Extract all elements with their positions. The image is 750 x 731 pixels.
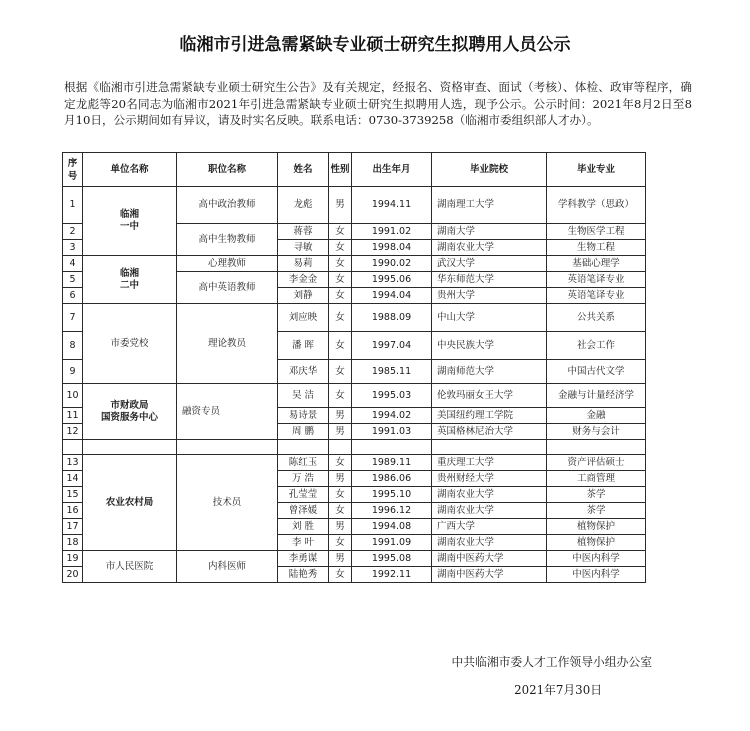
cell-name: 蒋蓉: [278, 224, 329, 240]
cell-birth: 1994.04: [352, 288, 432, 304]
signature: 中共临湘市委人才工作领导小组办公室: [451, 655, 652, 669]
cell-gender: 女: [329, 272, 352, 288]
cell-seq: 7: [63, 304, 83, 332]
empty-cell: [278, 440, 329, 455]
cell-school: 广西大学: [432, 519, 547, 535]
cell-position: 高中生物教师: [177, 224, 278, 256]
unit-name-line-2: 二中: [119, 279, 139, 291]
header-gender: 性别: [329, 153, 352, 187]
cell-unit: [83, 256, 177, 304]
cell-seq: 1: [63, 187, 83, 224]
cell-major: 中医内科学: [547, 551, 646, 567]
table-row: [63, 455, 646, 471]
empty-cell: [63, 440, 83, 455]
cell-school: 武汉大学: [432, 256, 547, 272]
table-row: [63, 256, 646, 272]
cell-birth: 1994.08: [352, 519, 432, 535]
cell-gender: 女: [329, 360, 352, 384]
empty-cell: [352, 440, 432, 455]
cell-seq: 10: [63, 384, 83, 408]
cell-birth: 1991.09: [352, 535, 432, 551]
cell-seq: 15: [63, 487, 83, 503]
cell-birth: 1995.06: [352, 272, 432, 288]
cell-gender: 女: [329, 224, 352, 240]
cell-major: 英语笔译专业: [547, 288, 646, 304]
cell-birth: 1986.06: [352, 471, 432, 487]
cell-major: 金融: [547, 408, 646, 424]
cell-school: 英国格林尼治大学: [432, 424, 547, 440]
cell-name: 曾泽媛: [278, 503, 329, 519]
header-birth: 出生年月: [352, 153, 432, 187]
empty-cell: [83, 440, 177, 455]
cell-name: 刘应映: [278, 304, 329, 332]
cell-major: 茶学: [547, 487, 646, 503]
cell-name: 潘 晖: [278, 332, 329, 360]
cell-school: 湖南农业大学: [432, 503, 547, 519]
cell-name: 龙彪: [278, 187, 329, 224]
header-school: 毕业院校: [432, 153, 547, 187]
cell-school: 湖南理工大学: [432, 187, 547, 224]
cell-school: 重庆理工大学: [432, 455, 547, 471]
cell-birth: 1995.10: [352, 487, 432, 503]
cell-position: 内科医师: [177, 551, 278, 583]
cell-school: 贵州财经大学: [432, 471, 547, 487]
cell-major: 英语笔译专业: [547, 272, 646, 288]
cell-school: 湖南师范大学: [432, 360, 547, 384]
cell-unit: [83, 384, 177, 440]
cell-school: 湖南农业大学: [432, 487, 547, 503]
cell-major: 工商管理: [547, 471, 646, 487]
cell-name: 邓庆华: [278, 360, 329, 384]
cell-gender: 女: [329, 288, 352, 304]
cell-gender: 女: [329, 304, 352, 332]
cell-unit: [83, 187, 177, 256]
cell-major: 植物保护: [547, 535, 646, 551]
cell-seq: 12: [63, 424, 83, 440]
cell-seq: 8: [63, 332, 83, 360]
cell-seq: 3: [63, 240, 83, 256]
cell-seq: 14: [63, 471, 83, 487]
cell-school: 华东师范大学: [432, 272, 547, 288]
table-row: [63, 187, 646, 224]
cell-major: 公共关系: [547, 304, 646, 332]
cell-birth: 1991.03: [352, 424, 432, 440]
cell-major: 茶学: [547, 503, 646, 519]
cell-gender: 男: [329, 408, 352, 424]
cell-gender: 男: [329, 424, 352, 440]
cell-unit: 农业农村局: [83, 455, 177, 551]
unit-name-line-1: 临湘: [119, 267, 139, 279]
cell-seq: 9: [63, 360, 83, 384]
cell-position: 理论教员: [177, 304, 278, 384]
cell-name: 李勇谋: [278, 551, 329, 567]
cell-birth: 1989.11: [352, 455, 432, 471]
cell-gender: 女: [329, 240, 352, 256]
cell-gender: 女: [329, 535, 352, 551]
unit-name-line-2: 国资服务中心: [100, 411, 158, 423]
cell-major: 中医内科学: [547, 567, 646, 583]
page-title: 临湘市引进急需紧缺专业硕士研究生拟聘用人员公示: [179, 35, 571, 55]
cell-name: 李 叶: [278, 535, 329, 551]
cell-position: 高中政治教师: [177, 187, 278, 224]
cell-name: 刘静: [278, 288, 329, 304]
empty-cell: [547, 440, 646, 455]
cell-seq: 18: [63, 535, 83, 551]
candidate-table: [62, 152, 646, 583]
unit-name-line-1: 临湘: [119, 209, 139, 220]
cell-seq: 4: [63, 256, 83, 272]
cell-position: 融资专员: [177, 384, 278, 440]
cell-name: 陆艳秀: [278, 567, 329, 583]
header-major: 毕业专业: [547, 153, 646, 187]
empty-cell: [177, 440, 278, 455]
cell-school: 湖南中医药大学: [432, 551, 547, 567]
cell-seq: 11: [63, 408, 83, 424]
cell-major: 生物工程: [547, 240, 646, 256]
cell-school: 湖南农业大学: [432, 240, 547, 256]
cell-major: 植物保护: [547, 519, 646, 535]
table-row: [63, 551, 646, 567]
issue-date: 2021年7月30日: [514, 683, 602, 697]
cell-name: 易诗景: [278, 408, 329, 424]
cell-seq: 17: [63, 519, 83, 535]
cell-birth: 1991.02: [352, 224, 432, 240]
cell-gender: 女: [329, 256, 352, 272]
cell-unit: 市人民医院: [83, 551, 177, 583]
header-name: 姓名: [278, 153, 329, 187]
cell-name: 易莉: [278, 256, 329, 272]
cell-gender: 女: [329, 455, 352, 471]
header-unit: 单位名称: [83, 153, 177, 187]
empty-cell: [432, 440, 547, 455]
cell-seq: 16: [63, 503, 83, 519]
cell-seq: 2: [63, 224, 83, 240]
cell-position: 高中英语教师: [177, 272, 278, 304]
unit-name-line-1: 市财政局: [110, 399, 149, 411]
cell-seq: 19: [63, 551, 83, 567]
cell-school: 中央民族大学: [432, 332, 547, 360]
cell-major: 生物医学工程: [547, 224, 646, 240]
cell-birth: 1995.03: [352, 384, 432, 408]
cell-school: 美国纽约理工学院: [432, 408, 547, 424]
cell-name: 周 鹏: [278, 424, 329, 440]
cell-gender: 男: [329, 471, 352, 487]
cell-position: 技术员: [177, 455, 278, 551]
cell-gender: 女: [329, 503, 352, 519]
cell-school: 湖南中医药大学: [432, 567, 547, 583]
cell-major: 社会工作: [547, 332, 646, 360]
cell-birth: 1985.11: [352, 360, 432, 384]
cell-name: 李金金: [278, 272, 329, 288]
cell-birth: 1988.09: [352, 304, 432, 332]
cell-major: 学科教学（思政）: [547, 187, 646, 224]
cell-name: 寻敏: [278, 240, 329, 256]
cell-school: 湖南大学: [432, 224, 547, 240]
cell-birth: 1998.04: [352, 240, 432, 256]
cell-gender: 女: [329, 487, 352, 503]
cell-school: 伦敦玛丽女王大学: [432, 384, 547, 408]
cell-gender: 男: [329, 187, 352, 224]
cell-gender: 女: [329, 567, 352, 583]
cell-gender: 男: [329, 551, 352, 567]
cell-school: 中山大学: [432, 304, 547, 332]
cell-name: 吴 洁: [278, 384, 329, 408]
cell-birth: 1997.04: [352, 332, 432, 360]
cell-birth: 1990.02: [352, 256, 432, 272]
cell-birth: 1996.12: [352, 503, 432, 519]
cell-seq: 5: [63, 272, 83, 288]
announcement-paragraph: 根据《临湘市引进急需紧缺专业硕士研究生公告》及有关规定，经报名、资格审查、面试（考核）、体检、政审等程序，确定龙彪等20名同志为临湘市2021年引进急需紧缺专业硕士研究生拟聘用人选，现予公示。公示时间：2021年8月2日至8月10日，公示期间如有异议，请及时实名反映。联系电话：0730-3739258（临湘市委组织部人才办）。: [64, 80, 692, 127]
cell-gender: 女: [329, 332, 352, 360]
table-gap-row: [63, 440, 646, 455]
table-header-row: [63, 153, 646, 187]
cell-birth: 1994.02: [352, 408, 432, 424]
cell-position: 心理教师: [177, 256, 278, 272]
cell-birth: 1995.08: [352, 551, 432, 567]
table-row: [63, 384, 646, 408]
cell-unit: 市委党校: [83, 304, 177, 384]
cell-major: 财务与会计: [547, 424, 646, 440]
cell-name: 刘 胜: [278, 519, 329, 535]
cell-name: 孔莹莹: [278, 487, 329, 503]
cell-school: 湖南农业大学: [432, 535, 547, 551]
cell-seq: 13: [63, 455, 83, 471]
header-position: 职位名称: [177, 153, 278, 187]
cell-major: 金融与计量经济学: [547, 384, 646, 408]
cell-gender: 男: [329, 519, 352, 535]
unit-name-line-2: 一中: [119, 221, 139, 232]
cell-birth: 1992.11: [352, 567, 432, 583]
header-seq: 序号: [63, 153, 83, 187]
cell-seq: 6: [63, 288, 83, 304]
cell-name: 陈红玉: [278, 455, 329, 471]
cell-major: 中国古代文学: [547, 360, 646, 384]
table-row: [63, 304, 646, 332]
cell-name: 万 浩: [278, 471, 329, 487]
cell-gender: 女: [329, 384, 352, 408]
cell-birth: 1994.11: [352, 187, 432, 224]
cell-school: 贵州大学: [432, 288, 547, 304]
cell-major: 资产评估硕士: [547, 455, 646, 471]
cell-major: 基础心理学: [547, 256, 646, 272]
cell-seq: 20: [63, 567, 83, 583]
empty-cell: [329, 440, 352, 455]
